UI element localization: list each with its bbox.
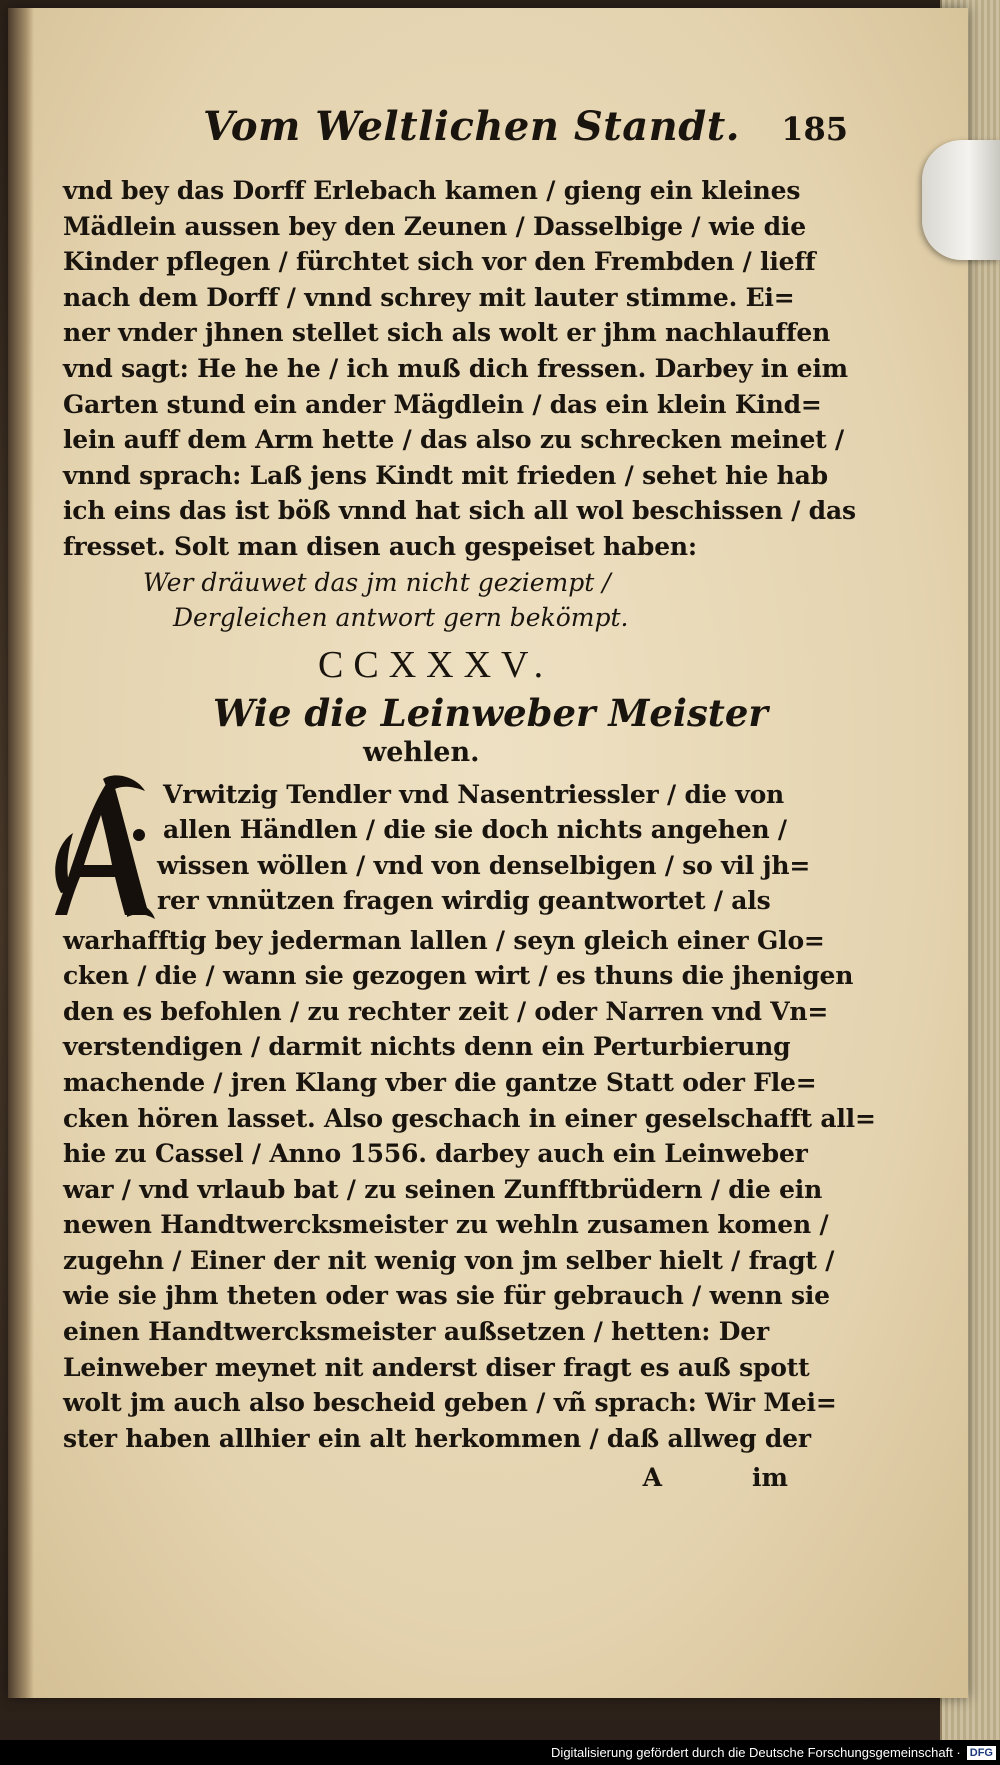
text-line: nach dem Dorff / vnnd schrey mit lauter stimme. Ei= xyxy=(63,282,795,312)
text-line: wissen wöllen / vnd von denselbigen / so vil jh= xyxy=(157,850,811,880)
text-line: machende / jren Klang vber die gantze Statt oder Fle= xyxy=(63,1067,817,1097)
text-line: ich eins das ist böß vnnd hat sich all wol beschissen / das xyxy=(63,496,856,526)
chapter-number: CCXXXV. xyxy=(318,643,554,686)
text-line: verstendigen / darmit nichts denn ein Perturbierung xyxy=(63,1032,791,1062)
text-line: einen Handtwercksmeister außsetzen / hetten: Der xyxy=(63,1317,769,1347)
initial-lines xyxy=(157,777,811,919)
dfg-logo: DFG xyxy=(967,1746,996,1760)
text-line: cken / die / wann sie gezogen wirt / es thuns die jhenigen xyxy=(63,961,854,991)
text-line: hie zu Cassel / Anno 1556. darbey auch ein Leinweber xyxy=(63,1139,808,1169)
text-line: Garten stund ein ander Mägdlein / das ein klein Kind= xyxy=(63,389,822,419)
text-line: wolt jm auch also bescheid geben / vñ sprach: Wir Mei= xyxy=(63,1388,837,1418)
text-line: vnnd sprach: Laß jens Kindt mit frieden / sehet hie hab xyxy=(63,460,828,490)
text-line: Mädlein aussen bey den Zeunen / Dasselbige / wie die xyxy=(63,211,806,241)
text-line: ster haben allhier ein alt herkommen / daß allweg der xyxy=(63,1423,811,1453)
chapter-title-continued: wehlen. xyxy=(363,736,480,768)
running-head: Vom Weltlichen Standt. xyxy=(203,103,741,150)
digitization-credit-bar xyxy=(0,1740,1000,1765)
verse-couplet xyxy=(63,565,848,635)
decorated-initial xyxy=(53,773,158,923)
page-text xyxy=(53,103,876,1496)
book-page xyxy=(8,8,968,1698)
text-line: Leinweber meynet nit anderst diser fragt es auß spott xyxy=(63,1352,810,1382)
text-line: vnd sagt: He he he / ich muß dich fressen. Darbey in eim xyxy=(63,353,848,383)
text-line: vnd bey das Dorff Erlebach kamen / gieng ein kleines xyxy=(63,176,801,205)
text-line: den es befohlen / zu rechter zeit / oder Narren vnd Vn= xyxy=(63,996,829,1026)
text-line: newen Handtwercksmeister zu wehln zusamen komen / xyxy=(63,1210,829,1240)
signature-mark: A xyxy=(642,1463,663,1493)
text-line: Kinder pflegen / fürchtet sich vor den Frembden / lieff xyxy=(63,247,816,277)
text-line: lein auff dem Arm hette / das also zu schrecken meinet / xyxy=(63,425,844,455)
catchword: im xyxy=(752,1463,788,1493)
initial-letter: A xyxy=(53,772,54,774)
chapter-title: Wie die Leinweber Meister xyxy=(213,690,768,735)
text-line: cken hören lasset. Also geschach in einer geselschafft all= xyxy=(63,1103,876,1133)
text-line: rer vnnützen fragen wirdig geantwortet / als xyxy=(157,886,771,916)
text-line: ner vnder jhnen stellet sich als wolt er jhm nachlauffen xyxy=(63,318,831,348)
text-line: fresset. Solt man disen auch gespeiset haben: xyxy=(63,531,697,561)
text-line: wie sie jhm theten oder was sie für gebrauch / wenn sie xyxy=(63,1281,830,1311)
body-paragraph xyxy=(63,173,856,565)
page-footer-marks xyxy=(63,1460,848,1496)
page-header xyxy=(63,103,848,173)
page-number: 185 xyxy=(781,110,848,148)
text-line: allen Händlen / die sie doch nichts angehen / xyxy=(163,815,787,845)
chapter-paragraph xyxy=(63,923,876,1457)
text-line: war / vnd vrlaub bat / zu seinen Zunfftbrüdern / die ein xyxy=(63,1174,823,1204)
page-gutter xyxy=(8,8,34,1698)
text-line: Vrwitzig Tendler vnd Nasentriessler / die von xyxy=(163,779,785,809)
text-line: zugehn / Einer der nit wenig von jm selber hielt / fragt / xyxy=(63,1245,835,1275)
verse-line: Wer dräuwet das jm nicht geziempt / xyxy=(143,567,611,597)
text-line: warhafftig bey jederman lallen / seyn gleich einer Glo= xyxy=(63,925,825,955)
digitization-credit: Digitalisierung gefördert durch die Deutsche Forschungsgemeinschaft · xyxy=(551,1745,961,1760)
verse-line: Dergleichen antwort gern bekömpt. xyxy=(173,602,629,632)
initial-paragraph xyxy=(53,772,848,923)
page-clip xyxy=(922,140,1000,260)
